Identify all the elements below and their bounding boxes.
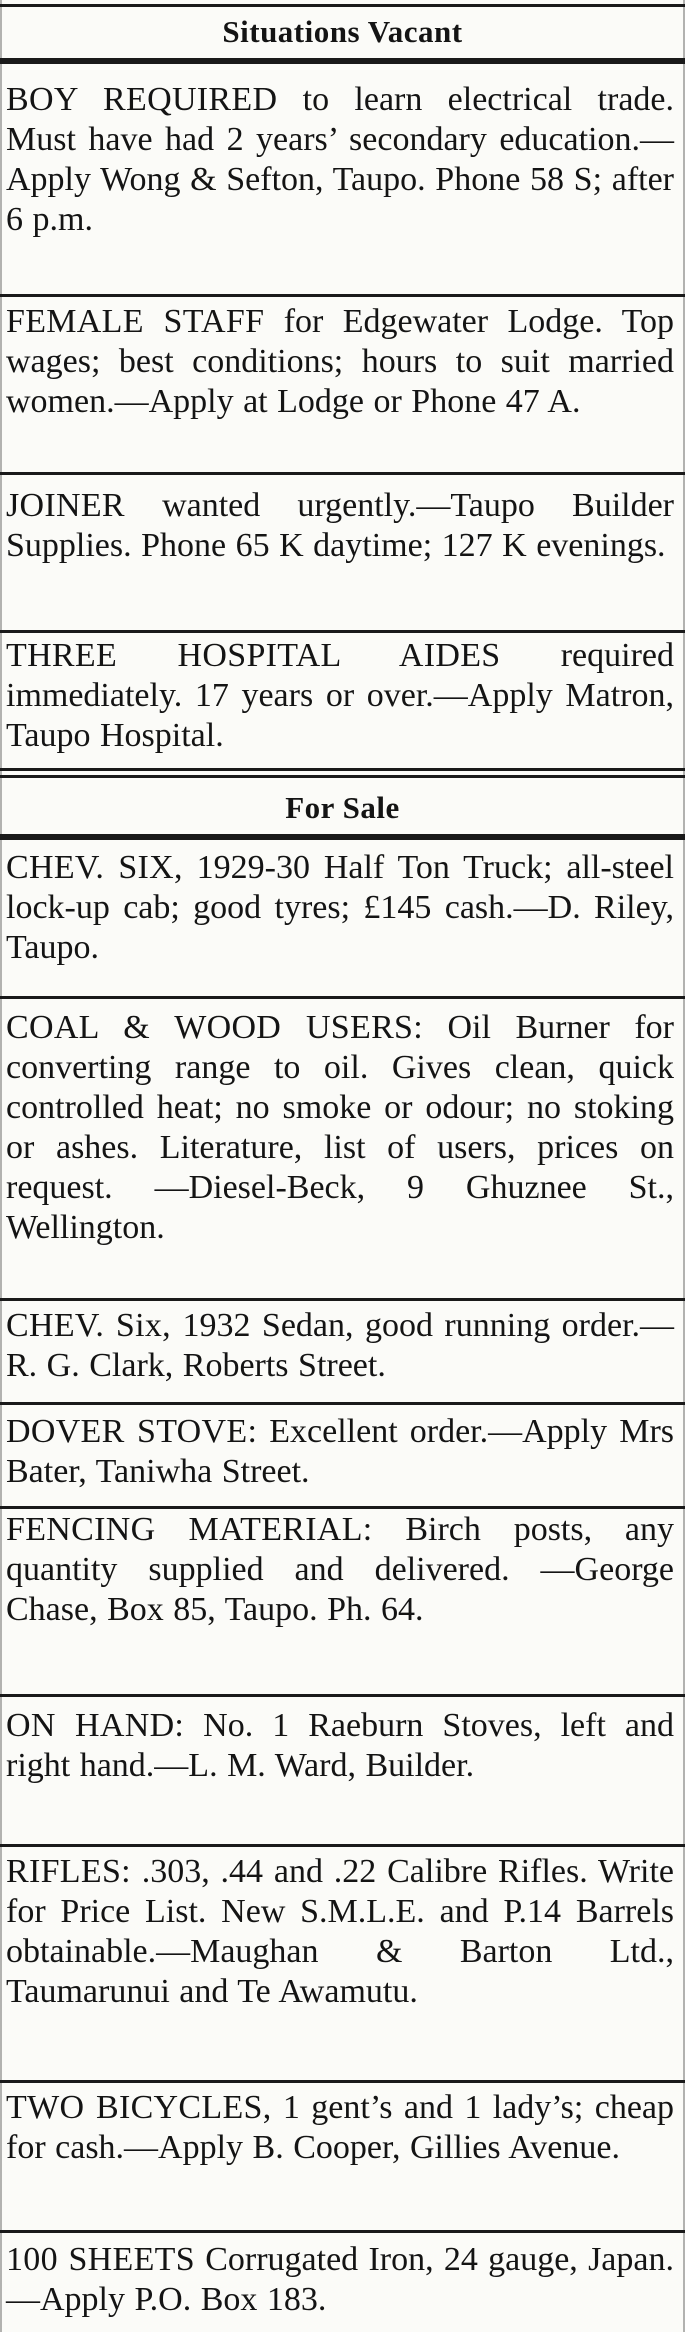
- classified-ad: [6, 1306, 674, 1386]
- ad-body: .303, .44 and .22 Calibre Rifles. Write for Price List. New S.M.L.E. and P.14 Barrels obtainable.—Maughan & Barton Ltd., Taumarunui and Te Awamutu.: [6, 1853, 674, 2010]
- ad-lead: FEMALE STAFF: [6, 303, 265, 340]
- classified-ad: [6, 302, 674, 422]
- ad-body: to learn electrical trade. Must have had 2 years’ secondary education.—Apply Wong & Sefton, Taupo. Phone 58 S; after 6 p.m.: [6, 81, 674, 238]
- ad-divider: [0, 630, 685, 633]
- ad-divider: [0, 2230, 685, 2233]
- ad-divider: [0, 1298, 685, 1301]
- ad-lead: 100 SHEETS: [6, 2241, 195, 2278]
- classified-ad: [6, 1510, 674, 1630]
- ad-divider: [0, 1844, 685, 1847]
- ad-divider: [0, 996, 685, 999]
- ad-body: 1 gent’s and 1 lady’s; cheap for cash.—Apply B. Cooper, Gillies Avenue.: [6, 2089, 674, 2166]
- ad-body: required immediately. 17 years or over.—Apply Matron, Taupo Hospital.: [6, 637, 675, 754]
- ad-divider: [0, 1694, 685, 1697]
- heading-rule: [0, 58, 685, 64]
- ad-lead: BOY REQUIRED: [6, 81, 278, 118]
- ad-lead: THREE HOSPITAL AIDES: [6, 637, 501, 674]
- classified-ad: [6, 486, 674, 566]
- ad-lead: FENCING MATERIAL:: [6, 1511, 373, 1548]
- ad-lead: ON HAND:: [6, 1707, 185, 1744]
- ad-body: No. 1 Raeburn Stoves, left and right hand.—L. M. Ward, Builder.: [6, 1707, 674, 1784]
- ad-divider: [0, 472, 685, 475]
- ad-divider: [0, 1402, 685, 1405]
- section-end-rule: [0, 768, 685, 778]
- ad-lead: RIFLES:: [6, 1853, 131, 1890]
- classified-ad: [6, 1008, 674, 1248]
- ad-body: for Edgewater Lodge. Top wages; best conditions; hours to suit married women.—Apply at Lodge or Phone 47 A.: [6, 303, 674, 420]
- ad-body: 1932 Sedan, good running order.—R. G. Clark, Roberts Street.: [6, 1307, 675, 1384]
- section-heading-for-sale: For Sale: [285, 790, 400, 825]
- ad-body: Corrugated Iron, 24 gauge, Japan.—Apply P.O. Box 183.: [6, 2241, 674, 2318]
- classified-ad: [6, 80, 674, 240]
- ad-lead: CHEV. SIX,: [6, 849, 183, 886]
- ad-body: wanted urgently.—Taupo Builder Supplies. Phone 65 K daytime; 127 K evenings.: [6, 487, 674, 564]
- classified-ad: [6, 848, 674, 968]
- classified-ad: [6, 1852, 674, 2012]
- ad-divider: [0, 2080, 685, 2083]
- section-top-rule: [0, 4, 685, 7]
- heading-rule: [0, 834, 685, 840]
- ad-lead: DOVER STOVE:: [6, 1413, 258, 1450]
- section-heading-situations-vacant: Situations Vacant: [222, 14, 463, 49]
- ad-body: 1929-30 Half Ton Truck; all-steel lock-up cab; good tyres; £145 cash.—D. Riley, Taupo.: [6, 849, 674, 966]
- classified-ad: [6, 2088, 674, 2168]
- ad-body: Birch posts, any quantity supplied and delivered. —George Chase, Box 85, Taupo. Ph. 64.: [6, 1511, 674, 1628]
- classified-ad: [6, 636, 674, 756]
- ad-lead: TWO BICYCLES,: [6, 2089, 272, 2126]
- ad-lead: CHEV. Six,: [6, 1307, 171, 1344]
- ad-body: Oil Burner for converting range to oil. Gives clean, quick controlled heat; no smoke or odour; no stoking or ashes. Literature, list of users, prices on request. —Diesel-Beck, 9 Ghuznee St., Wellington.: [6, 1009, 674, 1246]
- ad-divider: [0, 294, 685, 297]
- ad-body: Excellent order.—Apply Mrs Bater, Taniwha Street.: [6, 1413, 674, 1490]
- ad-divider: [0, 1506, 685, 1509]
- column-left-edge: [0, 0, 2, 2332]
- classified-ad: [6, 1412, 674, 1492]
- classified-ad: [6, 2240, 674, 2320]
- ad-lead: JOINER: [6, 487, 125, 524]
- classified-ad: [6, 1706, 674, 1786]
- ad-lead: COAL & WOOD USERS:: [6, 1009, 424, 1046]
